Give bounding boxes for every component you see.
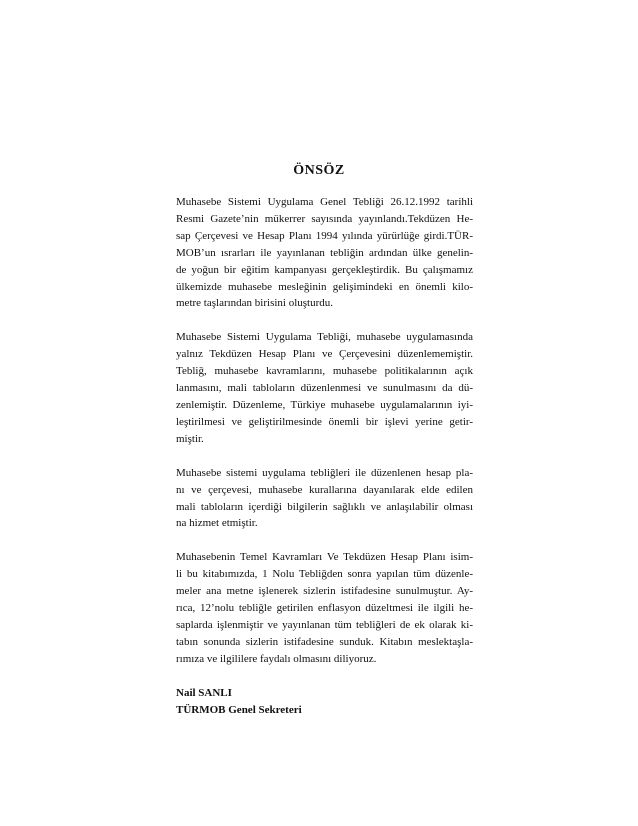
page-title: ÖNSÖZ [293,163,345,178]
text-line: miştir. [176,432,204,445]
text-line: Muhasebenin Temel Kavramları Ve Tekdüzen Hesap Planı isim- [176,551,473,564]
text-line: mali tabloların içerdiği bilgilerin sağlıklı ve anlaşılabilir olması [176,500,473,513]
text-line: lanmasını, mali tabloların düzenlenmesi ve sunulmasını da dü- [176,382,473,395]
paragraph-4 [176,549,473,667]
text-line: metre taşlarından birisini oluşturdu. [176,297,334,310]
signature-name: Nail SANLI [176,686,232,699]
paragraph-3 [176,465,473,533]
text-line: zenlemiştir. Düzenleme, Türkiye muhasebe uygulamalarının iyi- [176,398,473,411]
text-line: rımıza ve ilgililere faydalı olmasını diliyoruz. [176,652,377,665]
text-line: ülkemizde muhasebe mesleğinin gelişimindeki en önemli kilo- [176,280,473,293]
text-line: na hizmet etmiştir. [176,517,258,530]
text-line: tabın sonunda sizlerin istifadesine sunduk. Kitabın meslektaşla- [176,635,473,648]
text-line: Muhasebe Sistemi Uygulama Tebliği, muhasebe uygulamasında [176,331,473,344]
text-line: rıca, 12’nolu tebliğle getirilen enflasyon düzeltmesi ile ilgili he- [176,602,473,615]
text-line: saplarda işlenmiştir ve yayınlanan tüm tebliğleri de ek olarak ki- [176,618,473,631]
text-line: nı ve çerçevesi, muhasebe kurallarına dayanılarak elde edilen [176,483,473,496]
text-line: sap Çerçevesi ve Hesap Planı 1994 yılında yürürlüğe girdi.TÜR- [176,229,473,242]
text-line: Muhasebe sistemi uygulama tebliğleri ile düzenlenen hesap pla- [176,466,473,479]
text-line: Resmi Gazete’nin mükerrer sayısında yayınlandı.Tekdüzen He- [176,212,473,225]
text-line: leştirilmesi ve geliştirilmesinde önemli bir işlevi yerine getir- [176,415,473,428]
text-line: MOB’un ısrarları ile yayınlanan tebliğin ardından ülke genelin- [176,246,473,259]
text-line: yalnız Tekdüzen Hesap Planı ve Çerçevesini düzenlememiştir. [176,348,473,361]
signature-block [176,685,473,719]
paragraph-1 [176,194,473,312]
text-line: meler ana metne işlenerek sizlerin istifadesine sunulmuştur. Ay- [176,585,473,598]
signature-position: TÜRMOB Genel Sekreteri [176,703,302,716]
text-line: li bu kitabımızda, 1 Nolu Tebliğden sonra yapılan tüm düzenle- [176,568,473,581]
text-line: Tebliğ, muhasebe kavramlarını, muhasebe politikalarının açık [176,365,473,378]
text-line: Muhasebe Sistemi Uygulama Genel Tebliği 26.12.1992 tarihli [176,196,473,208]
foreword-body [176,194,473,718]
text-line: de yoğun bir eğitim kampanyası gerçekleştirdik. Bu çalışmamız [176,263,473,276]
paragraph-2 [176,329,473,447]
